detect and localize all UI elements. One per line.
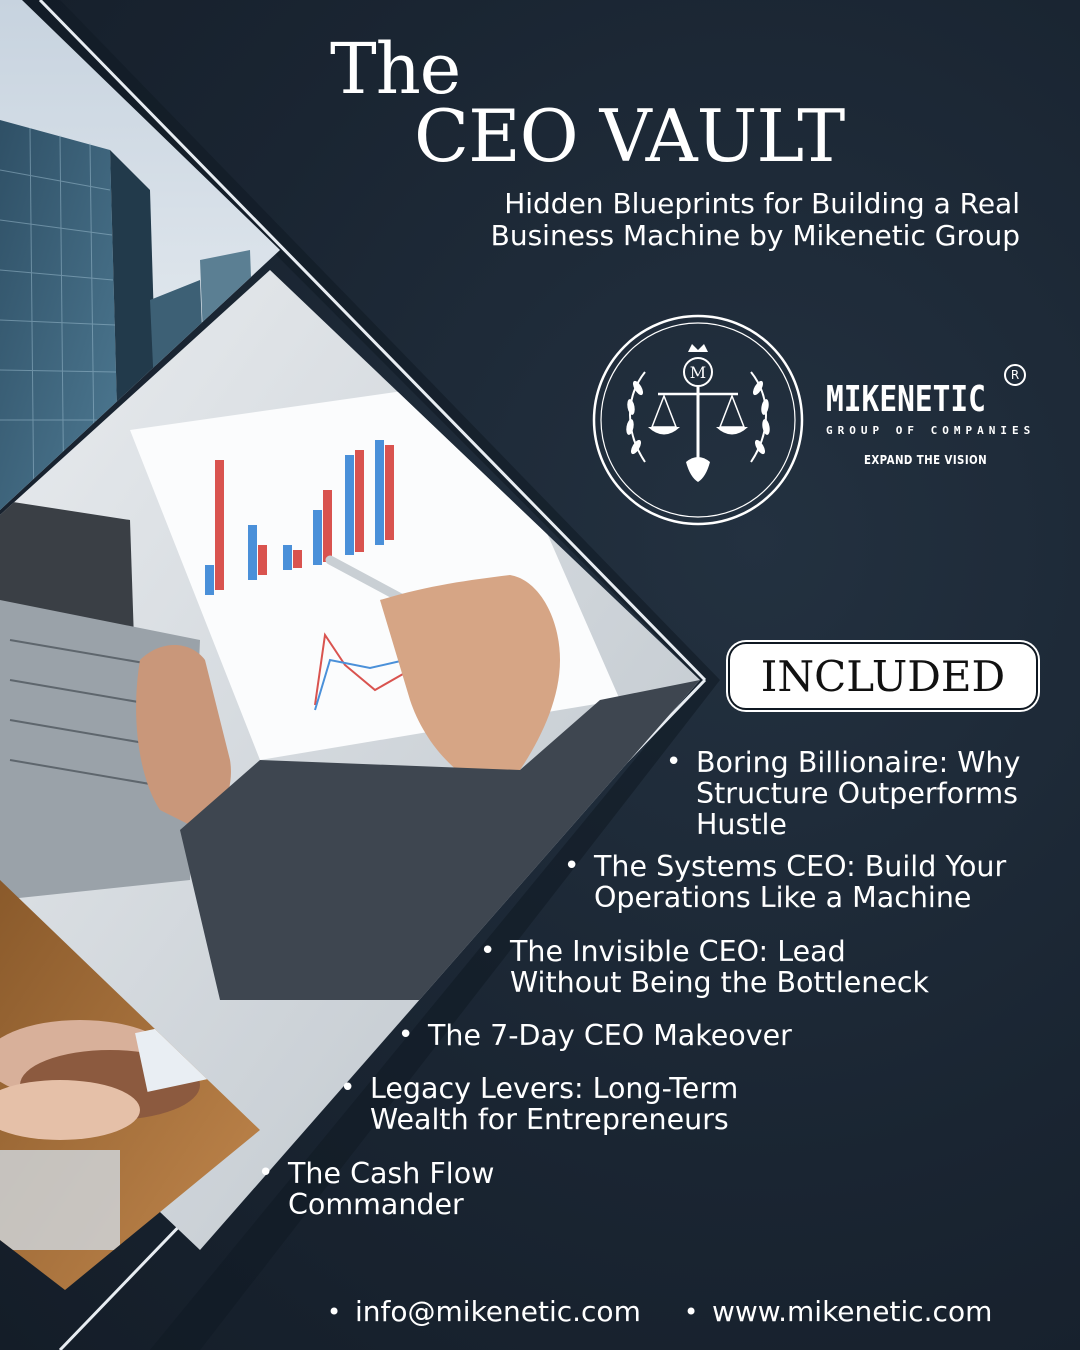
- brand-name: MIKENETIC: [826, 379, 986, 420]
- included-heading: INCLUDED: [760, 651, 1006, 701]
- registered-mark: R: [1004, 364, 1026, 386]
- title-line-2: CEO VAULT: [414, 94, 845, 178]
- subtitle: Hidden Blueprints for Building a Real Business Machine by Mikenetic Group: [490, 187, 1020, 252]
- included-item: • Legacy Levers: Long-Term Wealth for Entrepreneurs: [370, 1073, 770, 1135]
- mikenetic-seal-logo: [590, 312, 806, 528]
- contact-email[interactable]: • info@mikenetic.com: [355, 1294, 641, 1330]
- included-badge: [728, 642, 1038, 710]
- seal-letter: M: [689, 363, 707, 382]
- included-item: • The Systems CEO: Build Your Operations Like a Machine: [594, 851, 1034, 913]
- title-line-1: The: [330, 28, 461, 110]
- contact-website[interactable]: • www.mikenetic.com: [712, 1294, 992, 1330]
- brand-subtitle: GROUP OF COMPANIES: [826, 424, 1036, 437]
- included-item: • Boring Billionaire: Why Structure Outperforms Hustle: [696, 747, 1036, 840]
- brand-tagline: EXPAND THE VISION: [864, 453, 988, 467]
- included-item: • The Cash Flow Commander: [288, 1158, 518, 1220]
- included-item: • The Invisible CEO: Lead Without Being the Bottleneck: [510, 936, 950, 998]
- included-item: • The 7-Day CEO Makeover: [428, 1020, 848, 1051]
